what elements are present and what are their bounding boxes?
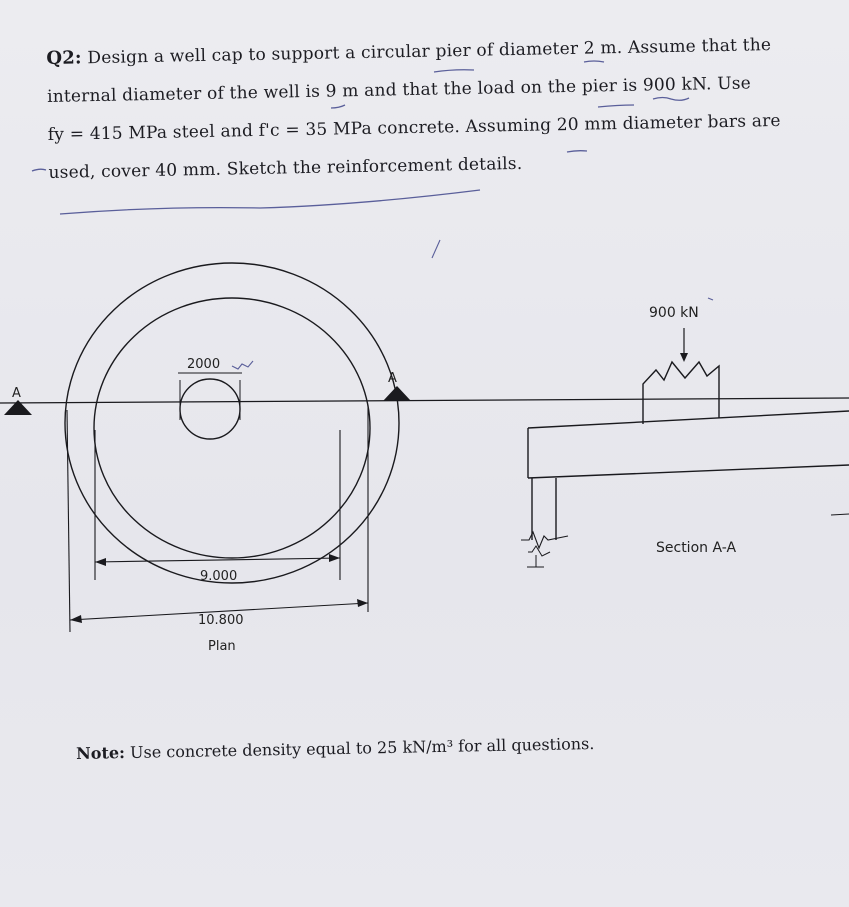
section-mark-right: A xyxy=(388,371,397,386)
question-line-3: fy = 415 MPa steel and f'c = 35 MPa concrete. Assuming 20 mm diameter bars are xyxy=(47,110,781,145)
question-line-2: internal diameter of the well is 9 m and that the load on the pier is 900 kN. Use xyxy=(46,73,752,107)
question-number: Q2: xyxy=(46,47,83,69)
section-caption: Section A-A xyxy=(656,540,737,556)
section-arrow-right xyxy=(383,386,411,401)
pen-marks xyxy=(232,240,713,369)
outer-dim-label: 10.800 xyxy=(198,613,244,628)
load-label: 900 kN xyxy=(649,305,699,321)
question-text-1: Design a well cap to support a circular pier of diameter 2 m. Assume that the xyxy=(87,35,772,69)
wall-break xyxy=(521,532,568,548)
pen-underlines xyxy=(32,61,689,214)
note-label: Note: xyxy=(76,743,126,763)
pier-outline xyxy=(643,362,719,424)
inner-dim-line xyxy=(95,558,340,562)
question-line-4: used, cover 40 mm. Sketch the reinforcement details. xyxy=(48,153,523,183)
inner-dim-label: 9.000 xyxy=(200,569,238,584)
section-view xyxy=(521,328,849,567)
plan-view xyxy=(0,263,849,632)
section-line xyxy=(0,398,849,403)
note-text: Use concrete density equal to 25 kN/m³ for all questions. xyxy=(129,734,595,762)
plan-caption: Plan xyxy=(208,639,236,654)
pier-dim-label: 2000 xyxy=(187,357,221,372)
section-mark-left: A xyxy=(12,386,21,401)
outer-wall-circle xyxy=(65,263,399,583)
pier-circle xyxy=(180,379,240,439)
inner-wall-circle xyxy=(94,298,370,558)
